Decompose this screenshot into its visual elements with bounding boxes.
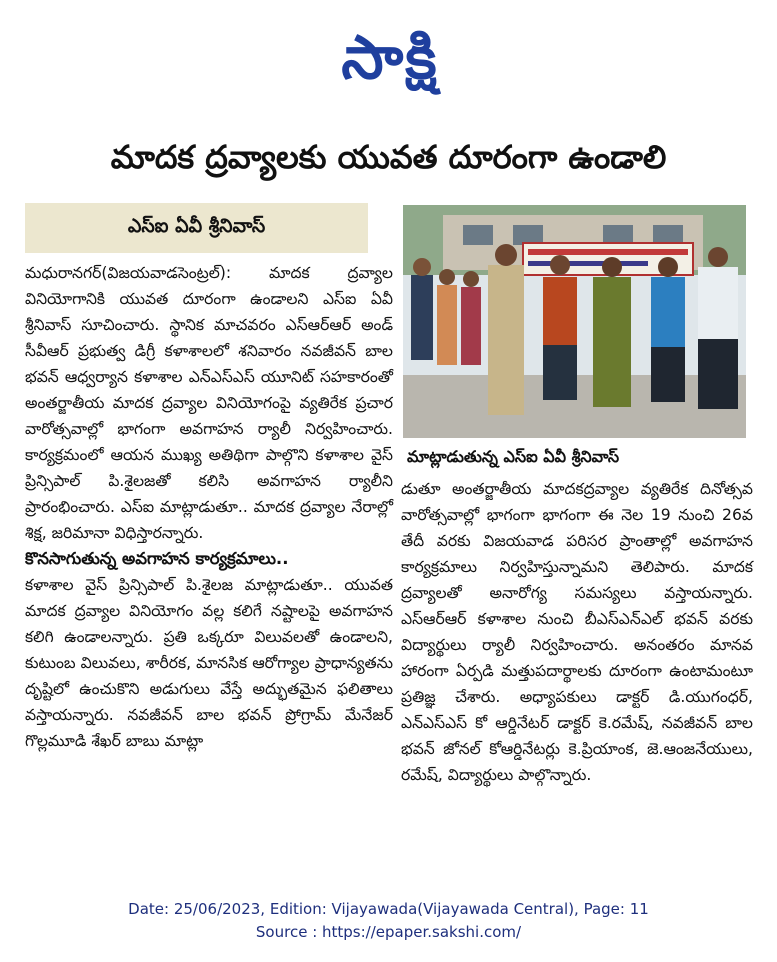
- body-paragraph: డుతూ అంతర్జాతీయ మాదకద్రవ్యాల వ్యతిరేక దినోత్సవ వారోత్సవాల్లో భాగంగా భాగంగా ఈ నెల 19 నుంచి 26వ తేదీ వరకు విజయవాడ పరిసర ప్రాంతాల్లో అవగాహన కార్యక్రమాలు నిర్వహిస్తున్నామని తెలిపారు. మాదక ద్రవ్యాలతో అనారోగ్య సమస్యలు వస్తాయన్నారు. ఎస్ఆర్ఆర్ కళాశాల నుంచి బీఎస్ఎన్ఎల్ భవన్ వరకు విద్యార్థులు ర్యాలీ నిర్వహించారు. అనంతరం మానవ హారంగా ఏర్పడి మత్తుపదార్థాలకు దూరంగా ఉంటామంటూ ప్రతిజ్ఞ చేశారు. అధ్యాపకులు డాక్టర్ డి.యుగంధర్, ఎన్ఎస్ఎస్ కో ఆర్డినేటర్ డాక్టర్ కె.రమేష్, నవజీవన్ బాల భవన్ జోనల్ కోఆర్డినేటర్లు కె.ప్రియాంక, జె.ఆంజనేయులు, రమేష్, విద్యార్థులు పాల్గొన్నారు.: [401, 480, 753, 784]
- news-photo: [403, 205, 746, 438]
- byline-box: [25, 203, 368, 253]
- photo-caption: మాట్లాడుతున్న ఎస్ఐ ఏవీ శ్రీనివాస్: [407, 446, 620, 466]
- right-column: [401, 476, 753, 788]
- byline-text: ఎస్ఐ ఏవీ శ్రీనివాస్: [127, 214, 266, 237]
- rally-photo-illustration: [403, 205, 746, 438]
- footer-source-link[interactable]: Source : https://epaper.sakshi.com/: [255, 923, 522, 941]
- subheading: కొనసాగుతున్న అవగాహన కార్యక్రమాలు..: [25, 549, 289, 568]
- logo-text: సాక్షి: [341, 23, 439, 93]
- body-paragraph: కళాశాల వైస్ ప్రిన్సిపాల్ పి.శైలజ మాట్లాడుతూ.. యువత మాదక ద్రవ్యాల వినియోగం వల్ల కలిగే నష్టాలపై అవగాహన కలిగి ఉండాలన్నారు. ప్రతి ఒక్కరూ విలువలతో ఉండాలని, కుటుంబ విలువలు, శారీరక, మానసిక ఆరోగ్యాల ప్రాధాన్యతను దృష్టిలో ఉంచుకొని అడుగులు వేస్తే అద్భుతమైన ఫలితాలు వస్తాయన్నారు. నవజీవన్ బాల భవన్ ప్రోగ్రామ్ మేనేజర్ గొల్లమూడి శేఖర్ బాబు మాట్లా: [25, 576, 393, 750]
- left-column: [25, 260, 393, 754]
- footer-date-edition: Date: 25/06/2023, Edition: Vijayawada(Vijayawada Central), Page: 11: [128, 900, 649, 918]
- body-paragraph: మధురానగర్(విజయవాడసెంట్రల్): మాదక ద్రవ్యాల వినియోగానికి యువత దూరంగా ఉండాలని ఎస్ఐ ఏవీ శ్రీనివాస్ సూచించారు. స్థానిక మాచవరం ఎస్ఆర్ఆర్ అండ్ సీవీఆర్ ప్రభుత్వ డిగ్రీ కళాశాలలో శనివారం నవజీవన్ బాల భవన్ ఆధ్వర్యాన కళాశాల ఎన్ఎస్ఎస్ యూనిట్ సహకారంతో అంతర్జాతీయ మాదక ద్రవ్యాల వినియోగంపై వ్యతిరేక ప్రచార వారోత్సవాల్లో భాగంగా అవగాహన ర్యాలీ నిర్వహించారు. కార్యక్రమంలో ఆయన ముఖ్య అతిథిగా పాల్గొని కళాశాల వైస్ ప్రిన్సిపాల్ పి.శైలజతో కలిసి అవగాహన ర్యాలీని ప్రారంభించారు. ఎస్ఐ మాట్లాడుతూ.. మాదక ద్రవ్యాల నేరాల్లో శిక్ష, జరిమానా విధిస్తారన్నారు.: [25, 264, 393, 542]
- article-headline: మాదక ద్రవ్యాలకు యువత దూరంగా ఉండాలి: [110, 138, 667, 176]
- masthead-logo: [285, 18, 495, 98]
